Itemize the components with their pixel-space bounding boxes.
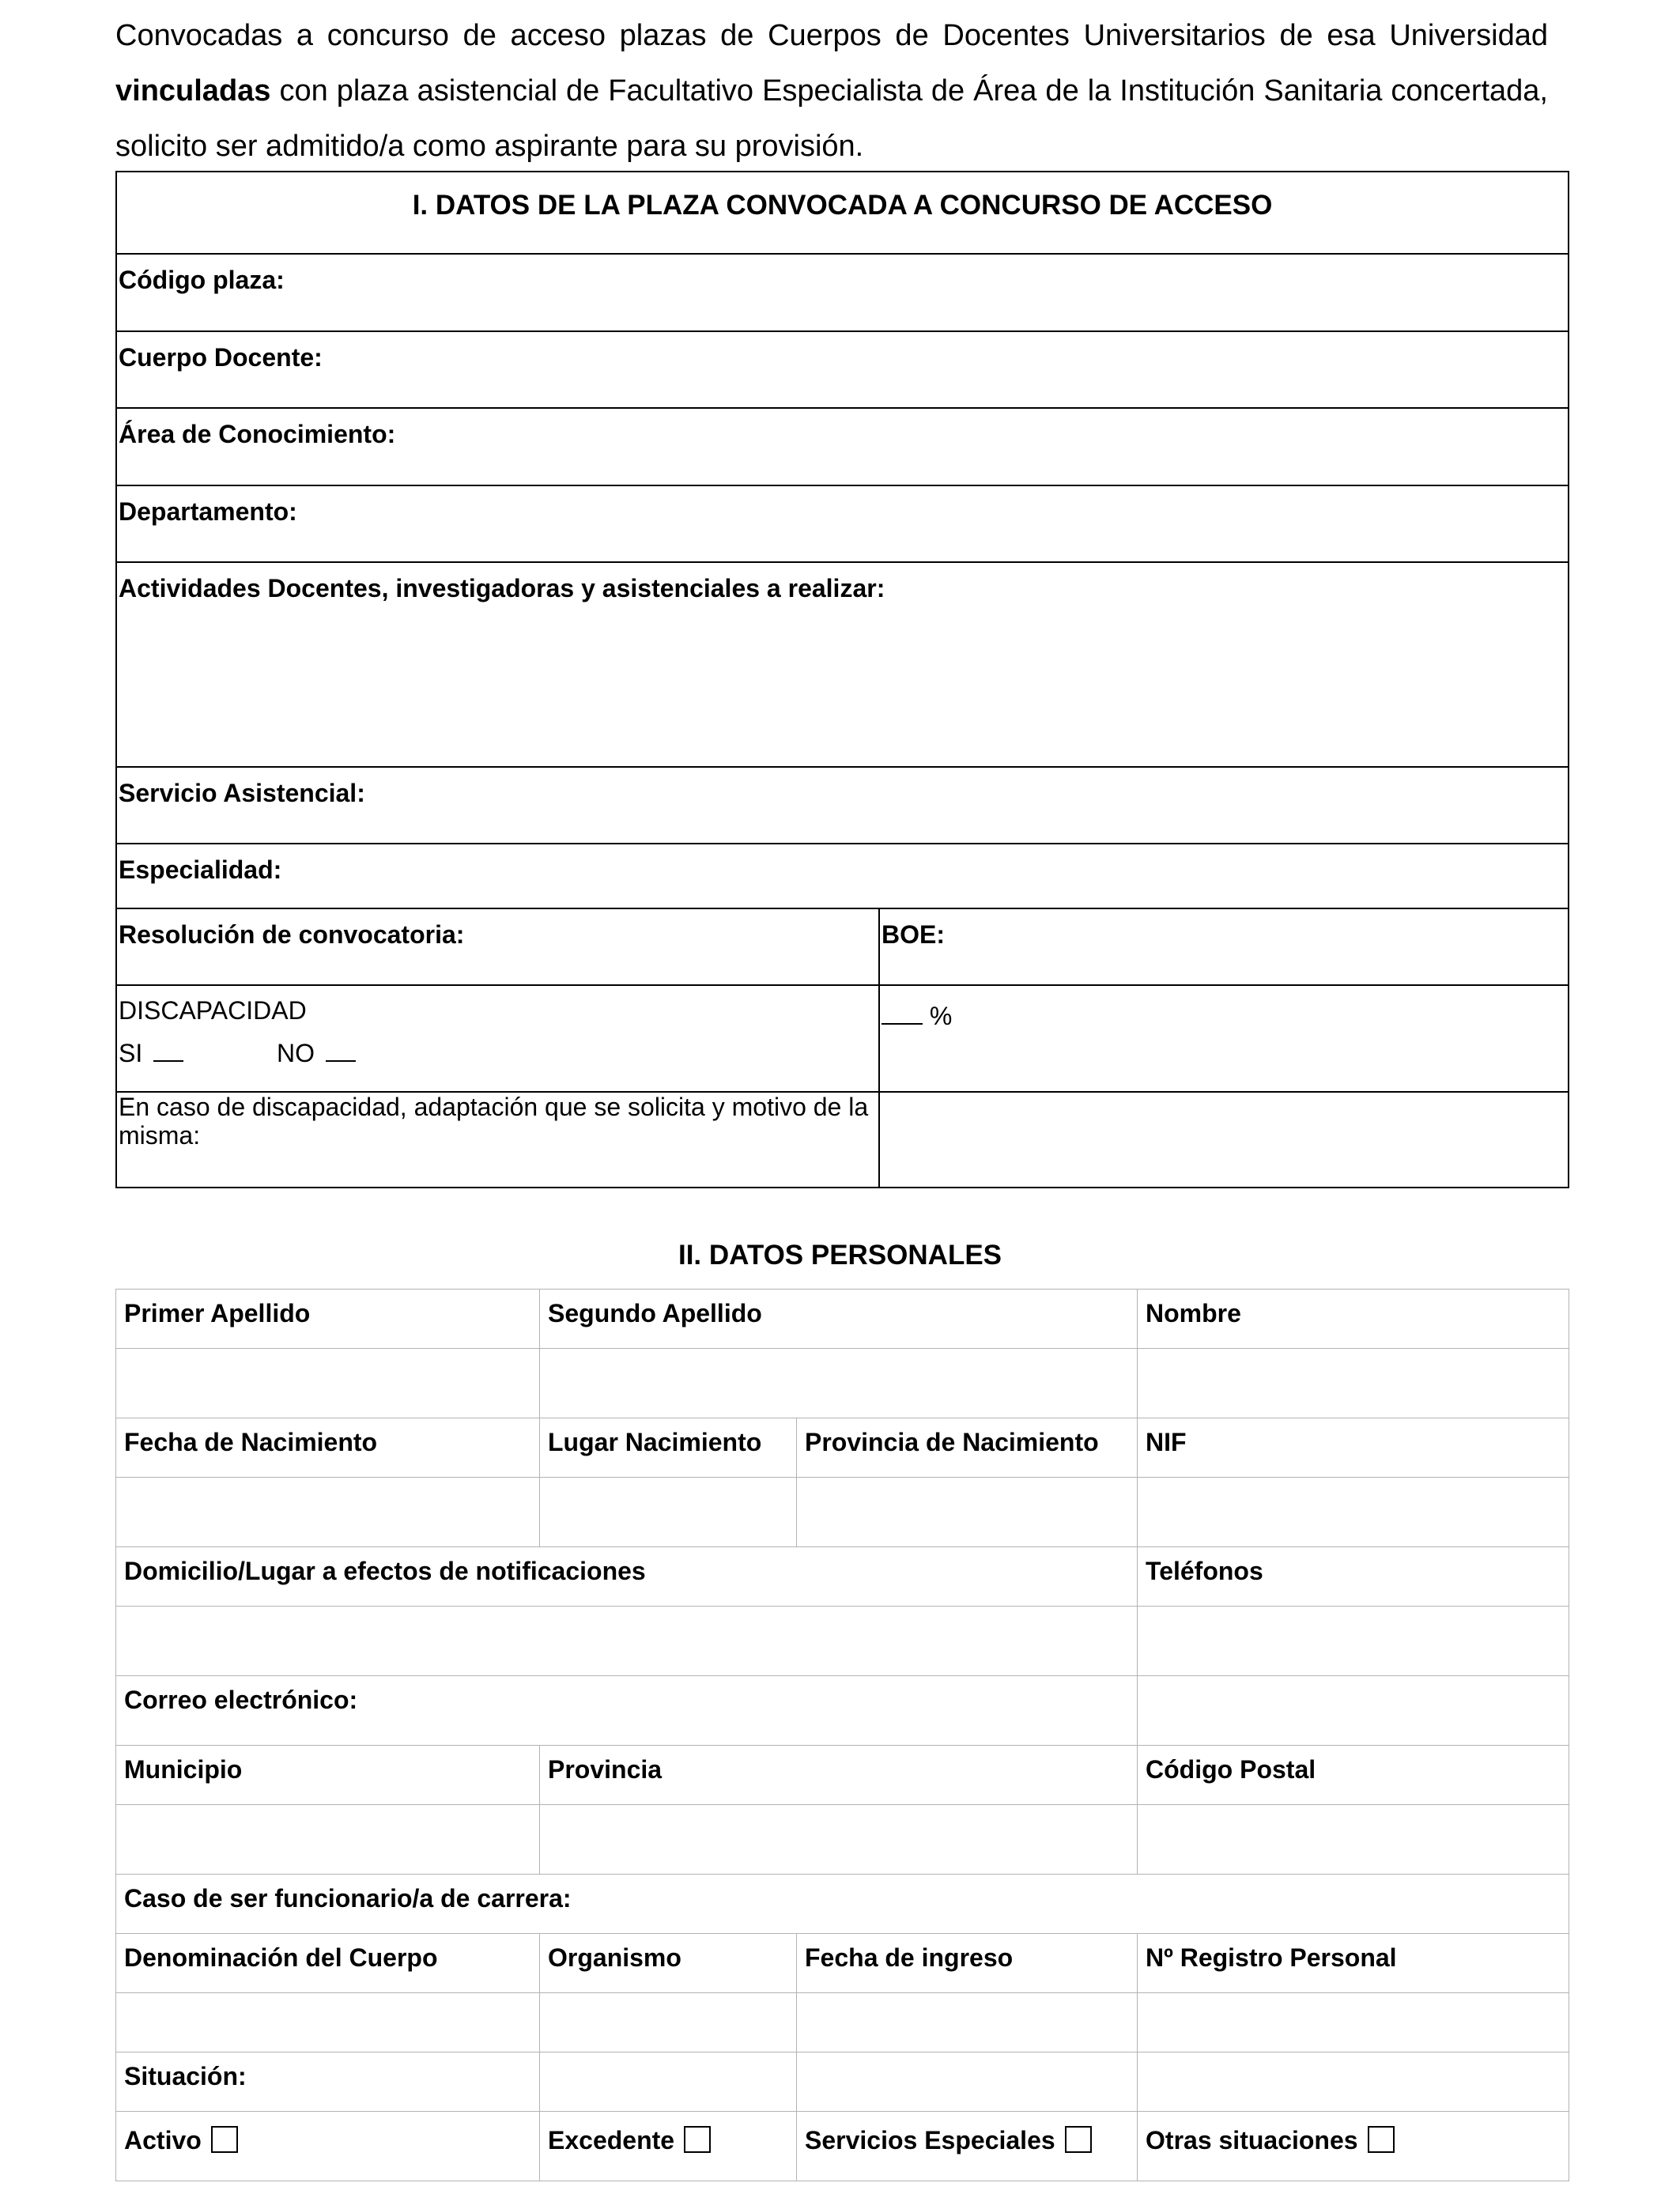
telefonos-label: Teléfonos xyxy=(1138,1547,1569,1607)
departamento-field[interactable]: Departamento: xyxy=(116,485,1569,562)
primer-apellido-field[interactable] xyxy=(116,1349,540,1418)
percent-sign: % xyxy=(929,1002,953,1030)
situacion-label: Situación: xyxy=(116,2052,540,2112)
municipio-field[interactable] xyxy=(116,1805,540,1875)
situacion-extra-3 xyxy=(1138,2052,1569,2112)
registro-personal-field[interactable] xyxy=(1138,1993,1569,2052)
discapacidad-label: DISCAPACIDAD xyxy=(119,996,307,1025)
discapacidad-cell xyxy=(116,985,879,1092)
section2-title: II. DATOS PERSONALES xyxy=(678,1240,1002,1271)
adaptacion-label: En caso de discapacidad, adaptación que se solicita y motivo de la misma: xyxy=(116,1092,879,1188)
intro-text-2: con plaza asistencial de Facultativo Especialista de Área de la Institución Sanitaria concertada, solicito ser admitido/a como aspirante para su provisión. xyxy=(115,74,1548,163)
servicios-especiales-label: Servicios Especiales xyxy=(805,2126,1055,2154)
discapacidad-percent-cell xyxy=(879,985,1569,1092)
adaptacion-field[interactable] xyxy=(879,1092,1569,1188)
lugar-nacimiento-label: Lugar Nacimiento xyxy=(540,1418,797,1478)
fecha-nacimiento-label: Fecha de Nacimiento xyxy=(116,1418,540,1478)
nombre-field[interactable] xyxy=(1138,1349,1569,1418)
codigo-postal-label: Código Postal xyxy=(1138,1746,1569,1805)
intro-bold-vinculadas: vinculadas xyxy=(115,74,271,108)
fecha-ingreso-label: Fecha de ingreso xyxy=(797,1934,1138,1993)
denominacion-cuerpo-label: Denominación del Cuerpo xyxy=(116,1934,540,1993)
nif-field[interactable] xyxy=(1138,1478,1569,1547)
nif-label: NIF xyxy=(1138,1418,1569,1478)
si-blank[interactable] xyxy=(153,1041,183,1062)
funcionario-label: Caso de ser funcionario/a de carrera: xyxy=(116,1875,1569,1934)
percent-blank[interactable] xyxy=(882,1003,923,1025)
telefonos-field[interactable] xyxy=(1138,1607,1569,1676)
section1-title: I. DATOS DE LA PLAZA CONVOCADA A CONCURSO DE ACCESO xyxy=(116,172,1569,254)
organismo-label: Organismo xyxy=(540,1934,797,1993)
especialidad-field[interactable]: Especialidad: xyxy=(116,844,1569,908)
intro-paragraph xyxy=(115,8,1548,174)
si-label: SI xyxy=(119,1039,143,1067)
provincia-nacimiento-label: Provincia de Nacimiento xyxy=(797,1418,1138,1478)
boe-field[interactable]: BOE: xyxy=(879,908,1569,985)
codigo-plaza-field[interactable]: Código plaza: xyxy=(116,254,1569,331)
situacion-extra-1 xyxy=(540,2052,797,2112)
denominacion-cuerpo-field[interactable] xyxy=(116,1993,540,2052)
activo-option xyxy=(116,2112,540,2181)
area-conocimiento-field[interactable]: Área de Conocimiento: xyxy=(116,408,1569,485)
resolucion-field[interactable]: Resolución de convocatoria: xyxy=(116,908,879,985)
excedente-checkbox[interactable] xyxy=(684,2126,711,2153)
situacion-extra-2 xyxy=(797,2052,1138,2112)
organismo-field[interactable] xyxy=(540,1993,797,2052)
servicios-especiales-checkbox[interactable] xyxy=(1065,2126,1092,2153)
nombre-label: Nombre xyxy=(1138,1290,1569,1349)
fecha-nacimiento-field[interactable] xyxy=(116,1478,540,1547)
plaza-data-table xyxy=(115,171,1569,1188)
codigo-postal-field[interactable] xyxy=(1138,1805,1569,1875)
correo-label[interactable]: Correo electrónico: xyxy=(116,1676,1138,1746)
discapacidad-options xyxy=(119,1032,877,1074)
segundo-apellido-label: Segundo Apellido xyxy=(540,1290,1138,1349)
domicilio-label: Domicilio/Lugar a efectos de notificaciones xyxy=(116,1547,1138,1607)
lugar-nacimiento-field[interactable] xyxy=(540,1478,797,1547)
fecha-ingreso-field[interactable] xyxy=(797,1993,1138,2052)
provincia-field[interactable] xyxy=(540,1805,1138,1875)
otras-situaciones-checkbox[interactable] xyxy=(1368,2126,1395,2153)
otras-situaciones-label: Otras situaciones xyxy=(1146,2126,1358,2154)
primer-apellido-label: Primer Apellido xyxy=(116,1290,540,1349)
activo-checkbox[interactable] xyxy=(211,2126,238,2153)
excedente-label: Excedente xyxy=(548,2126,675,2154)
domicilio-field[interactable] xyxy=(116,1607,1138,1676)
intro-text-1: Convocadas a concurso de acceso plazas de Cuerpos de Docentes Universitarios de esa Universidad xyxy=(115,19,1548,52)
otras-situaciones-option xyxy=(1138,2112,1569,2181)
provincia-nacimiento-field[interactable] xyxy=(797,1478,1138,1547)
personal-data-table xyxy=(115,1289,1569,2181)
excedente-option xyxy=(540,2112,797,2181)
registro-personal-label: Nº Registro Personal xyxy=(1138,1934,1569,1993)
correo-extra-field[interactable] xyxy=(1138,1676,1569,1746)
servicios-especiales-option xyxy=(797,2112,1138,2181)
activo-label: Activo xyxy=(124,2126,202,2154)
servicio-asistencial-field[interactable]: Servicio Asistencial: xyxy=(116,767,1569,844)
municipio-label: Municipio xyxy=(116,1746,540,1805)
no-label: NO xyxy=(277,1039,315,1067)
cuerpo-docente-field[interactable]: Cuerpo Docente: xyxy=(116,331,1569,408)
provincia-label: Provincia xyxy=(540,1746,1138,1805)
actividades-field[interactable]: Actividades Docentes, investigadoras y asistenciales a realizar: xyxy=(116,562,1569,767)
no-blank[interactable] xyxy=(326,1041,356,1062)
segundo-apellido-field[interactable] xyxy=(540,1349,1138,1418)
